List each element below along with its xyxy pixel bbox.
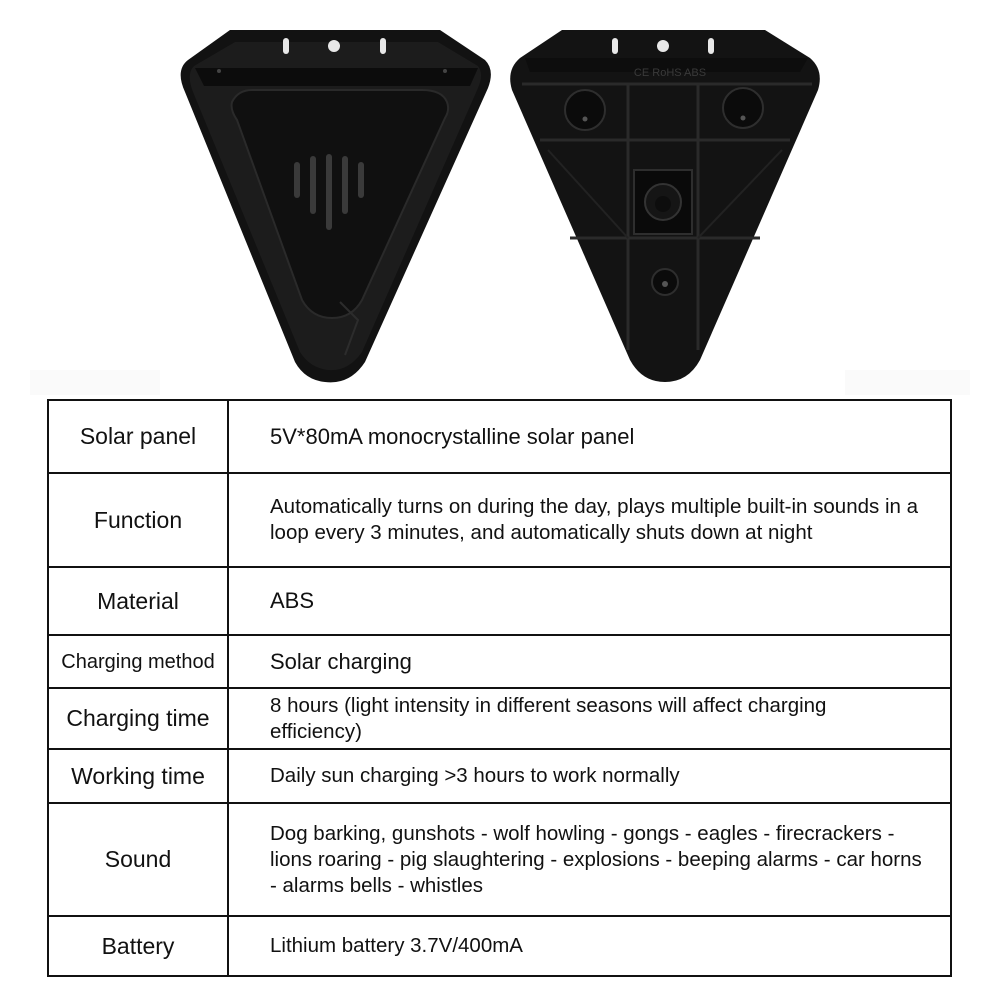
row-value-charging-method: Solar charging — [270, 648, 412, 674]
spec-table — [47, 399, 952, 977]
screw-dot — [583, 117, 588, 122]
row-label-function: Function — [49, 474, 229, 566]
product-photos — [0, 0, 1000, 395]
mount-hole — [657, 40, 669, 52]
grille-slot — [294, 162, 300, 198]
siren-front-icon — [181, 30, 491, 382]
row-label-charging-time: Charging time — [49, 689, 229, 748]
bg-panel-left — [30, 370, 160, 395]
row-value-function: Automatically turns on during the day, plays multiple built-in sounds in a loop every 3 minutes, and automatically shuts down at night — [270, 495, 918, 544]
table-row — [49, 917, 950, 975]
table-row — [49, 689, 950, 750]
row-value-sound: Dog barking, gunshots - wolf howling - gongs - eagles - firecrackers - lions roaring - pig slaughtering - explosions - beeping alarms - car horns - alarms bells - whistles — [270, 821, 922, 897]
mount-slot — [283, 38, 289, 54]
table-row — [49, 750, 950, 804]
bg-panel-right — [845, 370, 970, 395]
table-row — [49, 474, 950, 568]
row-value-solar-panel: 5V*80mA monocrystalline solar panel — [270, 423, 635, 449]
screw-dot — [662, 281, 668, 287]
screw-dot — [741, 116, 746, 121]
switch-center — [655, 196, 671, 212]
grille-slot — [358, 162, 364, 198]
mount-slot — [708, 38, 714, 54]
table-row — [49, 401, 950, 474]
screw-dot — [443, 69, 447, 73]
table-row — [49, 804, 950, 917]
screw-dot — [217, 69, 221, 73]
mount-boss — [565, 90, 605, 130]
row-label-battery: Battery — [49, 917, 229, 975]
siren-back-icon — [510, 30, 820, 382]
grille-slot — [326, 154, 332, 230]
table-row — [49, 568, 950, 636]
row-value-material: ABS — [270, 588, 315, 613]
row-label-sound: Sound — [49, 804, 229, 915]
row-label-working-time: Working time — [49, 750, 229, 802]
row-label-solar-panel: Solar panel — [49, 401, 229, 472]
mount-boss — [723, 88, 763, 128]
row-value-charging-time: 8 hours (light intensity in different seasons will affect charging efficiency) — [270, 693, 827, 743]
molding-text: CE RoHS ABS — [633, 67, 707, 79]
mount-hole — [328, 40, 340, 52]
row-label-charging-method: Charging method — [49, 636, 229, 687]
product-photo-pair — [0, 0, 1000, 395]
row-value-working-time: Daily sun charging >3 hours to work normally — [270, 764, 680, 787]
row-label-material: Material — [49, 568, 229, 634]
grille-slot — [310, 156, 316, 214]
mount-slot — [380, 38, 386, 54]
table-row — [49, 636, 950, 689]
row-value-battery: Lithium battery 3.7V/400mA — [270, 934, 523, 957]
grille-slot — [342, 156, 348, 214]
mount-slot — [612, 38, 618, 54]
